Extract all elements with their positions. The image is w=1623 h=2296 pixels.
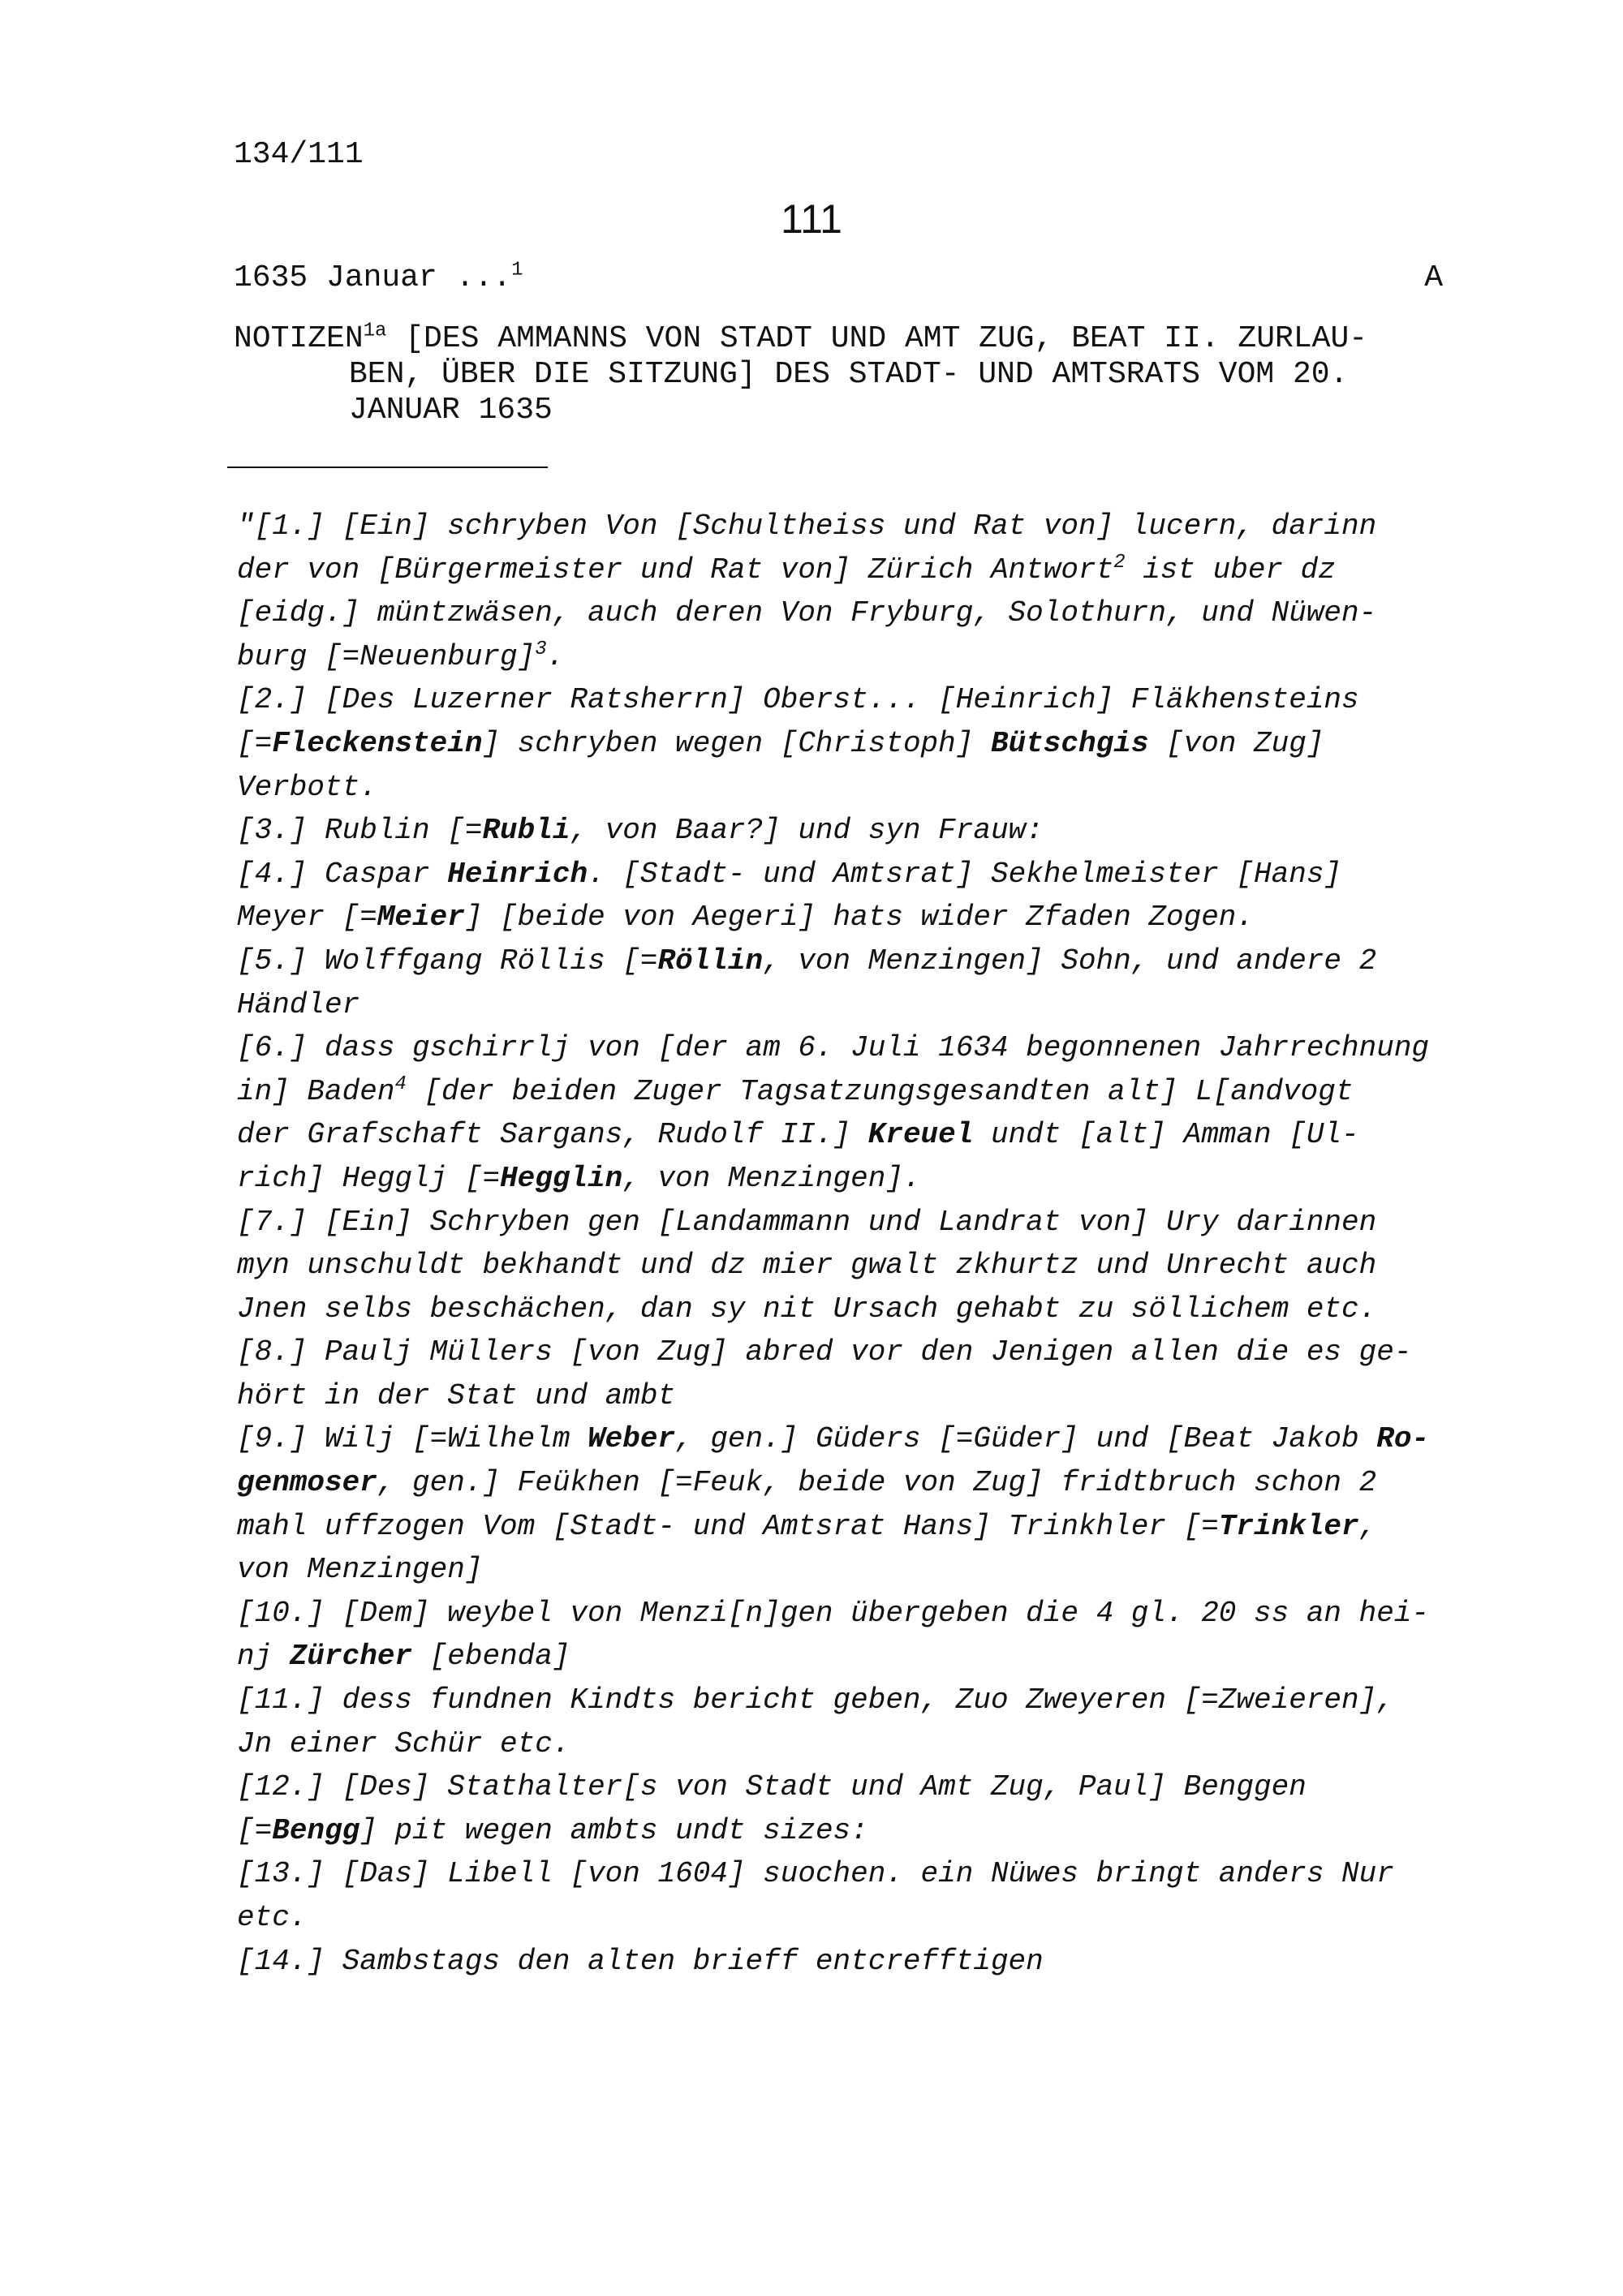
bold-name: Ro- — [1376, 1422, 1430, 1456]
note-entry — [237, 809, 1479, 853]
note-text: . [Stadt- und Amtsrat] Sekhelmeister [Hans] — [588, 857, 1342, 891]
bold-name: Zürcher — [289, 1640, 413, 1674]
note-text: "[1.] [Ein] schryben Von [Schultheiss und Rat von] lucern, darinn — [237, 510, 1377, 543]
note-line — [237, 1374, 1479, 1418]
note-line — [237, 591, 1479, 635]
note-text: , gen.] Feükhen [=Feuk, beide von Zug] fridtbruch schon 2 — [377, 1466, 1377, 1500]
note-text: von Menzingen] — [237, 1553, 483, 1587]
note-entry — [237, 505, 1479, 678]
note-line — [237, 1809, 1479, 1853]
note-text: [11.] dess fundnen Kindts bericht geben, Zuo Zweyeren [=Zweieren], — [237, 1683, 1394, 1718]
note-text: der Grafschaft Sargans, Rudolf II.] — [237, 1118, 868, 1152]
note-text: , von Menzingen] Sohn, und andere 2 — [763, 944, 1377, 978]
note-text: undt [alt] Amman [Ul- — [973, 1118, 1359, 1152]
note-text: [6.] dass gschirrlj von [der am 6. Juli 1634 begonnenen Jahrrechnung — [237, 1031, 1430, 1065]
note-text: [14.] Sambstags den alten brieff entcrefftigen — [237, 1944, 1044, 1978]
note-line — [237, 939, 1479, 983]
note-line — [237, 1026, 1479, 1070]
note-line — [237, 635, 1479, 679]
note-text: Meyer [= — [237, 901, 377, 935]
note-line — [237, 722, 1479, 766]
note-text: . — [546, 639, 565, 673]
bold-name: Bengg — [272, 1813, 360, 1847]
note-line — [237, 1113, 1479, 1157]
note-text: , gen.] Güders [=Güder] und [Beat Jakob — [675, 1422, 1377, 1456]
note-text: ] pit wegen ambts undt sizes: — [359, 1813, 868, 1847]
note-text: Verbott. — [237, 770, 377, 804]
note-text: [13.] [Das] Libell [von 1604] suochen. ein Nüwes bringt anders Nur — [237, 1857, 1394, 1891]
document-reference: 134/111 — [234, 137, 364, 172]
note-line — [237, 1201, 1479, 1245]
document-letter: A — [1424, 260, 1443, 295]
note-entry — [237, 1331, 1479, 1417]
note-line — [237, 983, 1479, 1027]
note-line — [237, 1896, 1479, 1940]
note-line — [237, 1548, 1479, 1592]
note-text: [3.] Rublin [= — [237, 814, 483, 848]
note-text: [10.] [Dem] weybel von Menzi[n]gen übergeben die 4 gl. 20 ss an hei- — [237, 1596, 1430, 1630]
footnote-marker: 1 — [511, 259, 523, 282]
note-entry — [237, 1765, 1479, 1852]
note-text: burg [=Neuenburg] — [237, 639, 536, 673]
footnote-marker: 1a — [363, 320, 387, 342]
note-text: Händler — [237, 987, 360, 1021]
note-line — [237, 809, 1479, 853]
note-entry — [237, 1026, 1479, 1200]
note-line — [237, 1157, 1479, 1201]
title-line-3: JANUAR 1635 — [349, 393, 553, 428]
note-line — [237, 1722, 1479, 1766]
note-line — [237, 766, 1479, 810]
note-text: ] [beide von Aegeri] hats wider Zfaden Zogen. — [464, 901, 1255, 935]
notes-list — [237, 505, 1479, 1983]
bold-name: Meier — [377, 901, 465, 935]
note-line — [237, 1244, 1479, 1288]
note-text: [12.] [Des] Stathalter[s von Stadt und Amt Zug, Paul] Benggen — [237, 1770, 1307, 1804]
title-line-1: [DES AMMANNS VON STADT UND AMT ZUG, BEAT II. ZURLAU- — [386, 321, 1368, 356]
note-line — [237, 548, 1479, 592]
note-entry — [237, 1417, 1479, 1591]
note-text: nj — [237, 1640, 290, 1674]
title-line-2: BEN, ÜBER DIE SITZUNG] DES STADT- UND AMTSRATS VOM 20. — [349, 357, 1349, 392]
note-line — [237, 505, 1479, 548]
bold-name: Fleckenstein — [272, 726, 483, 760]
note-text: Jnen selbs beschächen, dan sy nit Ursach gehabt zu söllichem etc. — [237, 1292, 1377, 1326]
title-word: NOTIZEN — [234, 321, 364, 356]
bold-name: Hegglin — [500, 1161, 623, 1195]
note-line — [237, 896, 1479, 939]
note-text: der von [Bürgermeister und Rat von] Zürich Antwort — [237, 553, 1114, 587]
footnote-marker: 4 — [394, 1073, 407, 1095]
note-entry — [237, 1940, 1479, 1984]
note-text: [= — [237, 726, 273, 760]
note-text: mahl uffzogen Vom [Stadt- und Amtsrat Hans] Trinkhler [= — [237, 1509, 1219, 1543]
date-text: 1635 Januar ... — [234, 260, 512, 295]
note-text: [5.] Wolffgang Röllis [= — [237, 944, 658, 978]
note-text: [von Zug] — [1148, 726, 1324, 760]
note-text: hört in der Stat und ambt — [237, 1378, 676, 1412]
note-text: [8.] Paulj Müllers [von Zug] abred vor den Jenigen allen die es ge- — [237, 1335, 1412, 1369]
bold-name: Röllin — [657, 944, 764, 978]
bold-name: genmoser — [237, 1466, 377, 1500]
bold-name: Trinkler — [1218, 1509, 1359, 1543]
title-text — [234, 321, 1451, 428]
note-text: myn unschuldt bekhandt und dz mier gwalt zkhurtz und Unrecht auch — [237, 1249, 1377, 1283]
note-entry — [237, 1201, 1479, 1331]
note-line — [237, 1505, 1479, 1549]
note-text: [7.] [Ein] Schryben gen [Landammann und Landrat von] Ury darinnen — [237, 1205, 1377, 1239]
note-text: [ebenda] — [412, 1640, 570, 1674]
note-entry — [237, 678, 1479, 809]
document-title — [234, 321, 1451, 428]
note-text: [9.] Wilj [=Wilhelm — [237, 1422, 588, 1456]
note-line — [237, 1070, 1479, 1114]
note-text: Jn einer Schür etc. — [237, 1726, 570, 1761]
note-line — [237, 1940, 1479, 1984]
note-text: ] schryben wegen [Christoph] — [482, 726, 991, 760]
note-line — [237, 1331, 1479, 1374]
note-text: [4.] Caspar — [237, 857, 448, 891]
note-line — [237, 1679, 1479, 1722]
document-number: 111 — [780, 196, 842, 242]
note-entry — [237, 1592, 1479, 1679]
note-text: etc. — [237, 1901, 308, 1934]
note-text: [der beiden Zuger Tagsatzungsgesandten alt] L[andvogt — [406, 1074, 1354, 1108]
note-text: ist uber dz — [1125, 553, 1336, 587]
note-text: , — [1358, 1509, 1377, 1543]
note-text: , von Menzingen]. — [622, 1161, 921, 1195]
note-entry — [237, 1852, 1479, 1939]
note-text: , von Baar?] und syn Frauw: — [570, 814, 1044, 848]
note-entry — [237, 939, 1479, 1026]
note-line — [237, 1288, 1479, 1331]
note-line — [237, 1592, 1479, 1636]
note-line — [237, 1417, 1479, 1461]
note-line — [237, 853, 1479, 896]
note-line — [237, 1765, 1479, 1809]
note-text: [2.] [Des Luzerner Ratsherrn] Oberst... [Heinrich] Fläkhensteins — [237, 683, 1359, 717]
document-date — [234, 260, 523, 297]
bold-name: Rubli — [482, 814, 570, 848]
bold-name: Heinrich — [447, 857, 588, 891]
note-line — [237, 1635, 1479, 1679]
note-line — [237, 678, 1479, 722]
note-entry — [237, 853, 1479, 939]
note-text: rich] Hegglj [= — [237, 1161, 501, 1195]
note-text: [eidg.] müntzwäsen, auch deren Von Fryburg, Solothurn, und Nüwen- — [237, 596, 1377, 630]
footnote-marker: 2 — [1113, 551, 1126, 574]
bold-name: Kreuel — [867, 1118, 974, 1152]
note-entry — [237, 1679, 1479, 1765]
note-text: [= — [237, 1813, 273, 1847]
note-text: in] Baden — [237, 1074, 395, 1108]
footnote-marker: 3 — [535, 638, 547, 660]
separator-rule — [227, 467, 548, 468]
note-line — [237, 1461, 1479, 1505]
bold-name: Weber — [588, 1422, 676, 1456]
bold-name: Bütschgis — [990, 726, 1149, 760]
note-line — [237, 1852, 1479, 1896]
